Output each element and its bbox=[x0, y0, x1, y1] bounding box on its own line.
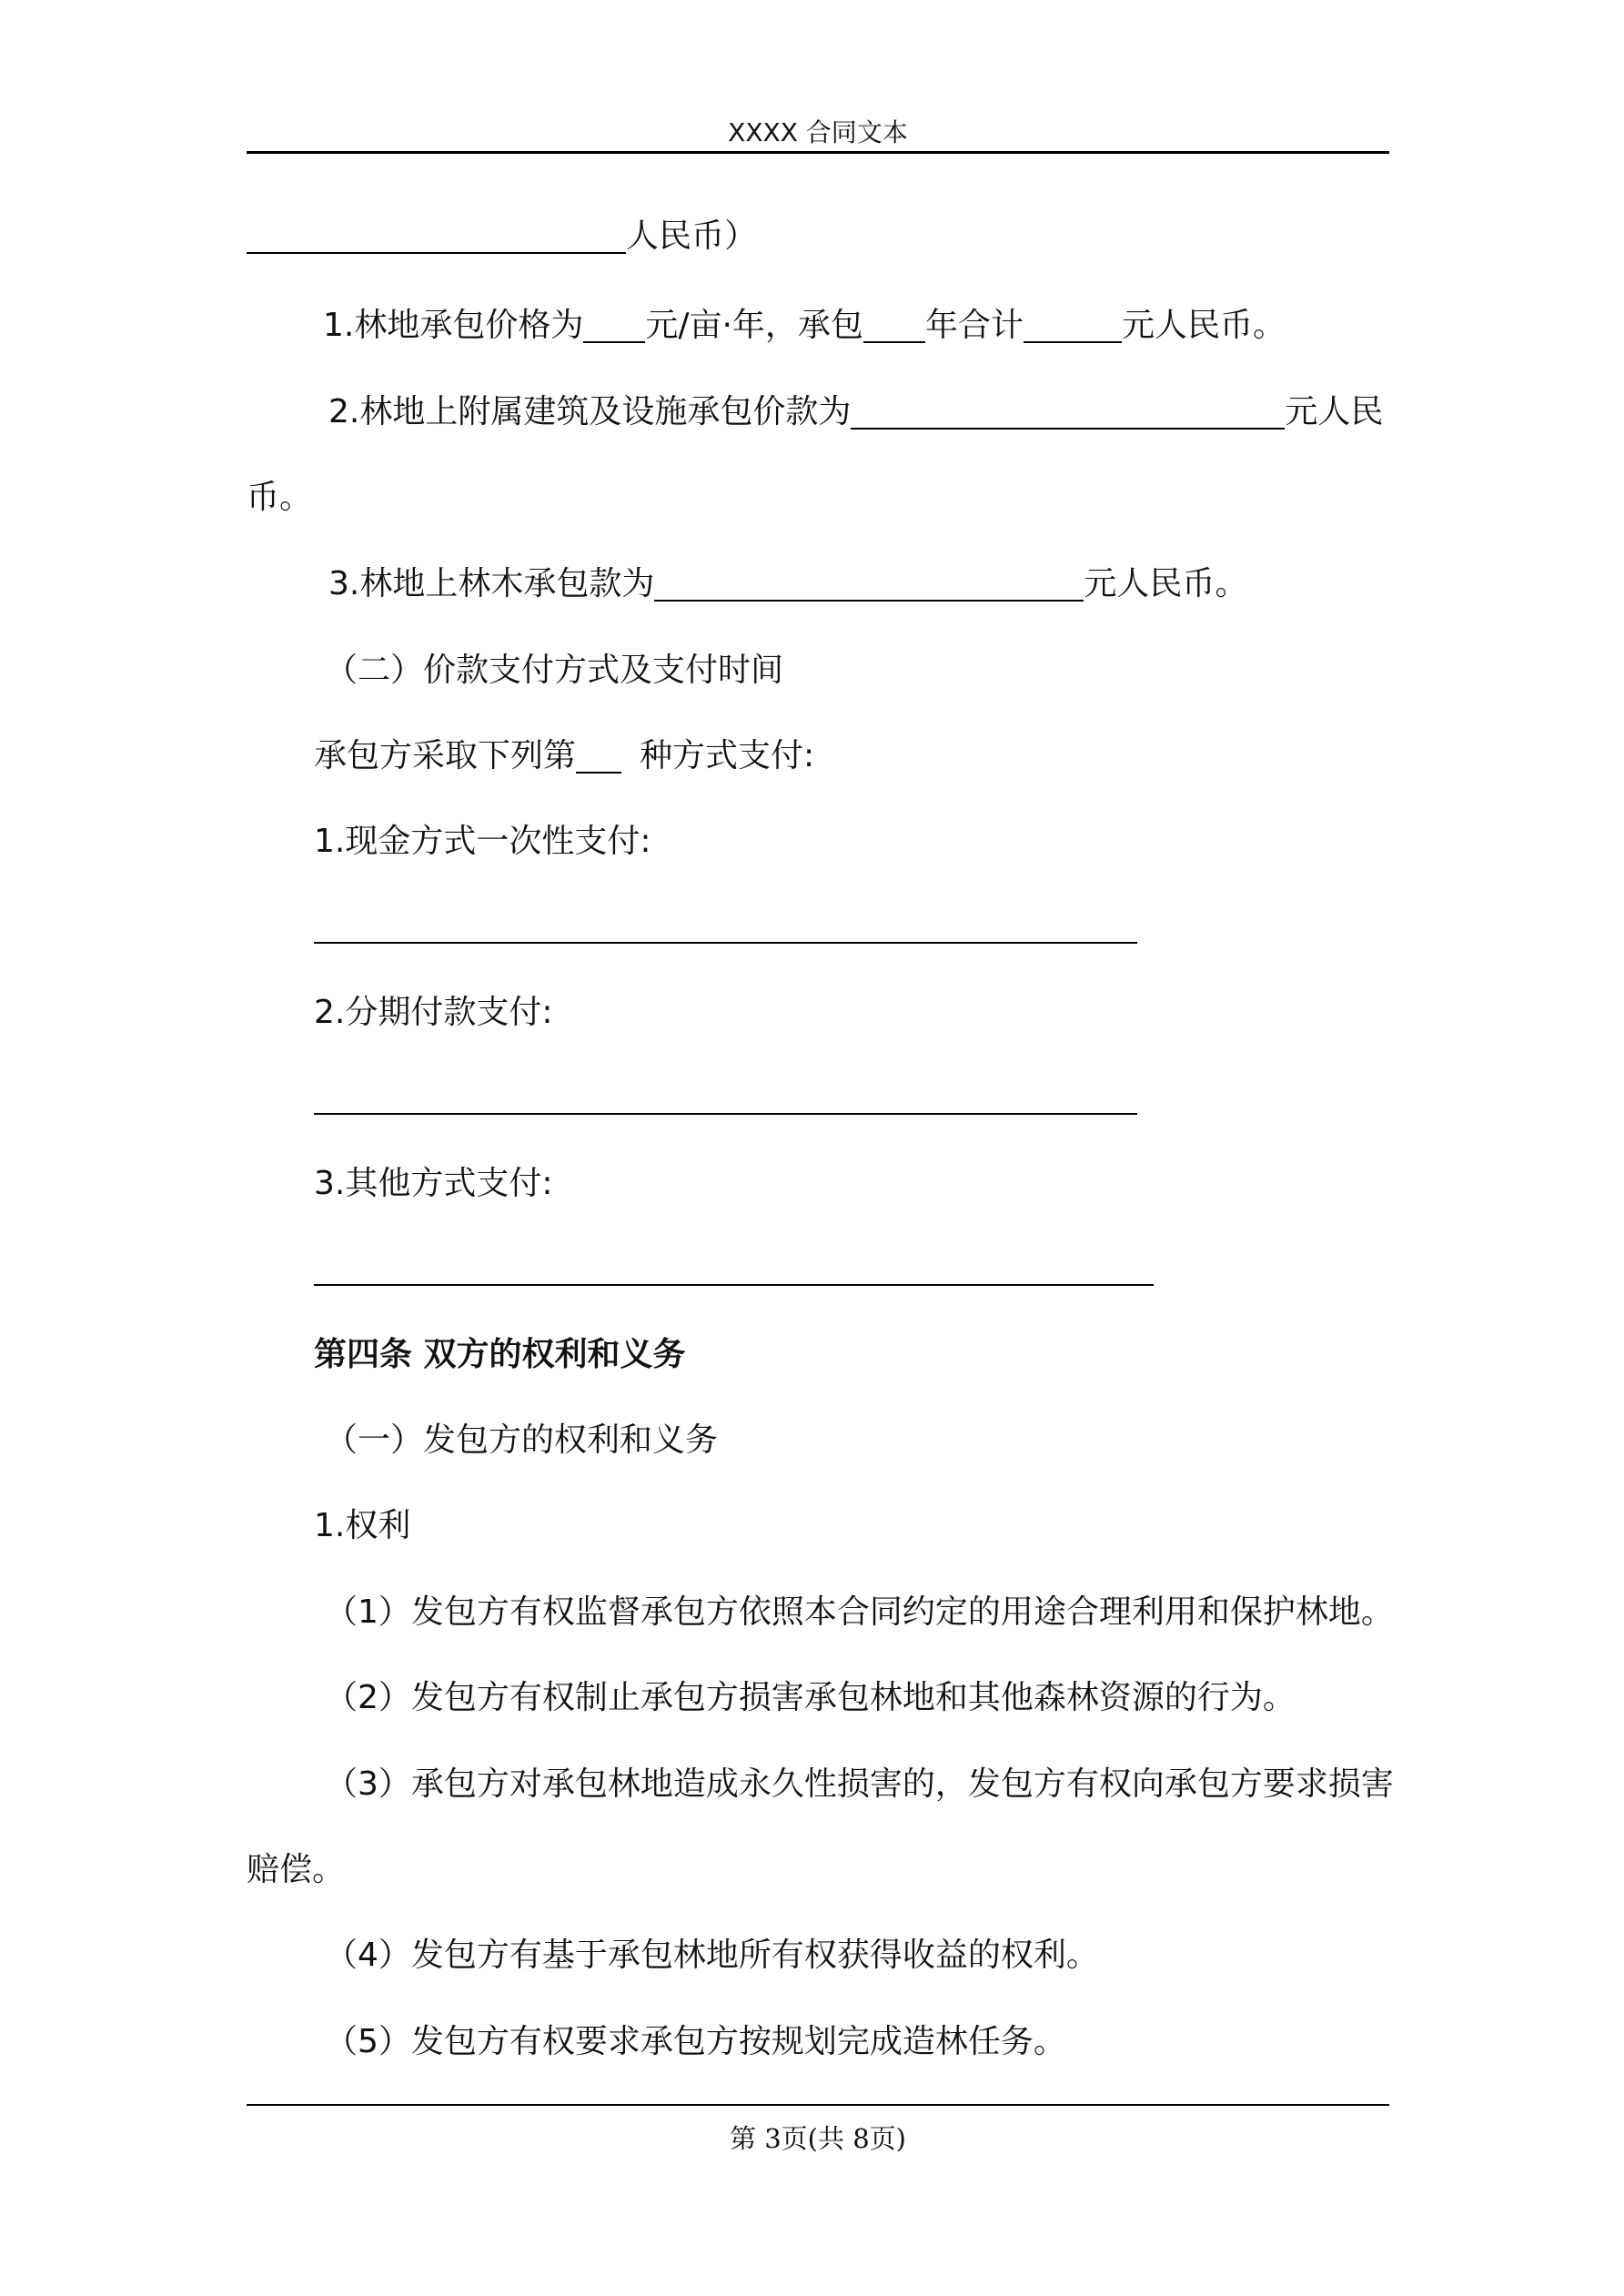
line-text: 3.林地上林木承包款为 bbox=[328, 565, 655, 602]
fill-blank[interactable] bbox=[576, 737, 621, 774]
fill-blank[interactable] bbox=[654, 565, 1084, 602]
line-text: （3）承包方对承包林地造成永久性损害的，发包方有权向承包方要求损害 bbox=[325, 1765, 1394, 1803]
page-number: 第 3页(共 8页) bbox=[730, 2123, 906, 2154]
paragraph-line bbox=[314, 990, 552, 1036]
line-text: （2）发包方有权制止承包方损害承包林地和其他森林资源的行为。 bbox=[325, 1679, 1296, 1716]
line-text: 元/亩·年，承包 bbox=[645, 307, 863, 344]
list-item bbox=[325, 1590, 1394, 1635]
line-text: 承包方采取下列第 bbox=[314, 737, 577, 774]
line-text: （5）发包方有权要求承包方按规划完成造林任务。 bbox=[325, 2023, 1066, 2060]
paragraph-line bbox=[314, 1161, 552, 1207]
list-item bbox=[325, 1762, 1394, 1807]
line-text: 3.其他方式支付: bbox=[314, 1165, 553, 1202]
line-text: 种方式支付: bbox=[640, 737, 815, 774]
paragraph-line bbox=[314, 1503, 410, 1549]
paragraph-line bbox=[247, 475, 312, 521]
fill-line[interactable] bbox=[314, 942, 1137, 944]
line-text: 1.林地承包价格为 bbox=[323, 307, 584, 344]
list-item bbox=[325, 2019, 1066, 2065]
line-text: 1.权利 bbox=[314, 1507, 411, 1544]
paragraph-line bbox=[314, 819, 651, 865]
line-text: 元人民币。 bbox=[1084, 565, 1248, 602]
line-text: 1.现金方式一次性支付: bbox=[314, 823, 651, 860]
line-text: （1）发包方有权监督承包方依照本合同约定的用途合理利用和保护林地。 bbox=[325, 1593, 1394, 1631]
paragraph-line bbox=[314, 733, 814, 779]
section-subheading bbox=[325, 648, 783, 693]
fill-blank[interactable] bbox=[1024, 307, 1122, 343]
footer-divider bbox=[247, 2104, 1389, 2106]
line-text: 人民币） bbox=[626, 217, 758, 255]
fill-blank[interactable] bbox=[863, 307, 925, 343]
line-text: 元人民币。 bbox=[1121, 307, 1286, 344]
fill-line[interactable] bbox=[314, 1284, 1154, 1286]
line-text: 赔偿。 bbox=[247, 1851, 346, 1888]
header-divider bbox=[247, 151, 1389, 154]
fill-line[interactable] bbox=[314, 1113, 1137, 1115]
paragraph-line bbox=[323, 303, 1286, 349]
list-item bbox=[325, 1933, 1099, 1978]
line-text: 第四条 双方的权利和义务 bbox=[314, 1336, 686, 1373]
fill-blank[interactable] bbox=[851, 393, 1285, 430]
line-text: 币。 bbox=[247, 479, 313, 516]
paragraph-line bbox=[328, 561, 1247, 607]
list-item-continuation bbox=[247, 1847, 345, 1893]
article-heading bbox=[314, 1332, 686, 1378]
list-item bbox=[325, 1675, 1296, 1721]
line-text: 年合计 bbox=[924, 307, 1024, 344]
line-text: 元人民 bbox=[1285, 393, 1384, 430]
paragraph-line bbox=[247, 214, 757, 259]
fill-blank[interactable] bbox=[247, 217, 626, 254]
paragraph-line bbox=[328, 389, 1383, 435]
section-subheading bbox=[325, 1418, 718, 1463]
line-text: （二）价款支付方式及支付时间 bbox=[325, 652, 784, 689]
running-header-title: XXXX 合同文本 bbox=[728, 117, 908, 147]
line-text: 2.林地上附属建筑及设施承包价款为 bbox=[328, 393, 852, 430]
line-text: 2.分期付款支付: bbox=[314, 994, 553, 1031]
line-text: （一）发包方的权利和义务 bbox=[325, 1421, 719, 1459]
fill-blank[interactable] bbox=[583, 307, 645, 343]
line-text: （4）发包方有基于承包林地所有权获得收益的权利。 bbox=[325, 1937, 1099, 1974]
